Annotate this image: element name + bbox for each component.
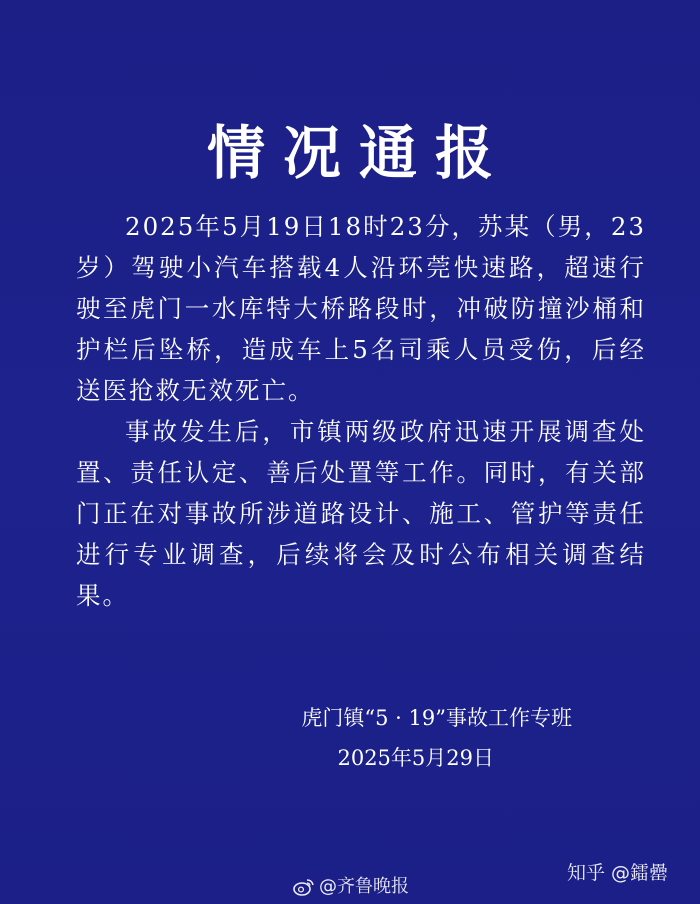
weibo-icon xyxy=(293,878,315,896)
notice-paragraph-1: 2025年5月19日18时23分，苏某（男，23岁）驾驶小汽车搭载4人沿环莞快速路，超速行驶至虎门一水库特大桥路段时，冲破防撞沙桶和护栏后坠桥，造成车上5名司乘人员受伤，后经送医抢救无效死亡。 xyxy=(76,212,646,405)
notice-paragraph-2: 事故发生后，市镇两级政府迅速开展调查处置、责任认定、善后处置等工作。同时，有关部门正在对事故所涉道路设计、施工、管护等责任进行专业调查，后续将会及时公布相关调查结果。 xyxy=(76,417,646,610)
notice-title: 情况通报 xyxy=(206,119,511,187)
notice-signature xyxy=(0,698,660,778)
zhihu-watermark: 知乎 @鐳罍 xyxy=(567,862,669,884)
weibo-account: @齐鲁晚报 xyxy=(319,876,409,897)
signature-org: 虎门镇“5 · 19”事故工作专班 xyxy=(301,706,572,730)
signature-date: 2025年5月29日 xyxy=(337,746,494,770)
notice-body xyxy=(76,206,646,616)
weibo-watermark xyxy=(293,876,409,898)
